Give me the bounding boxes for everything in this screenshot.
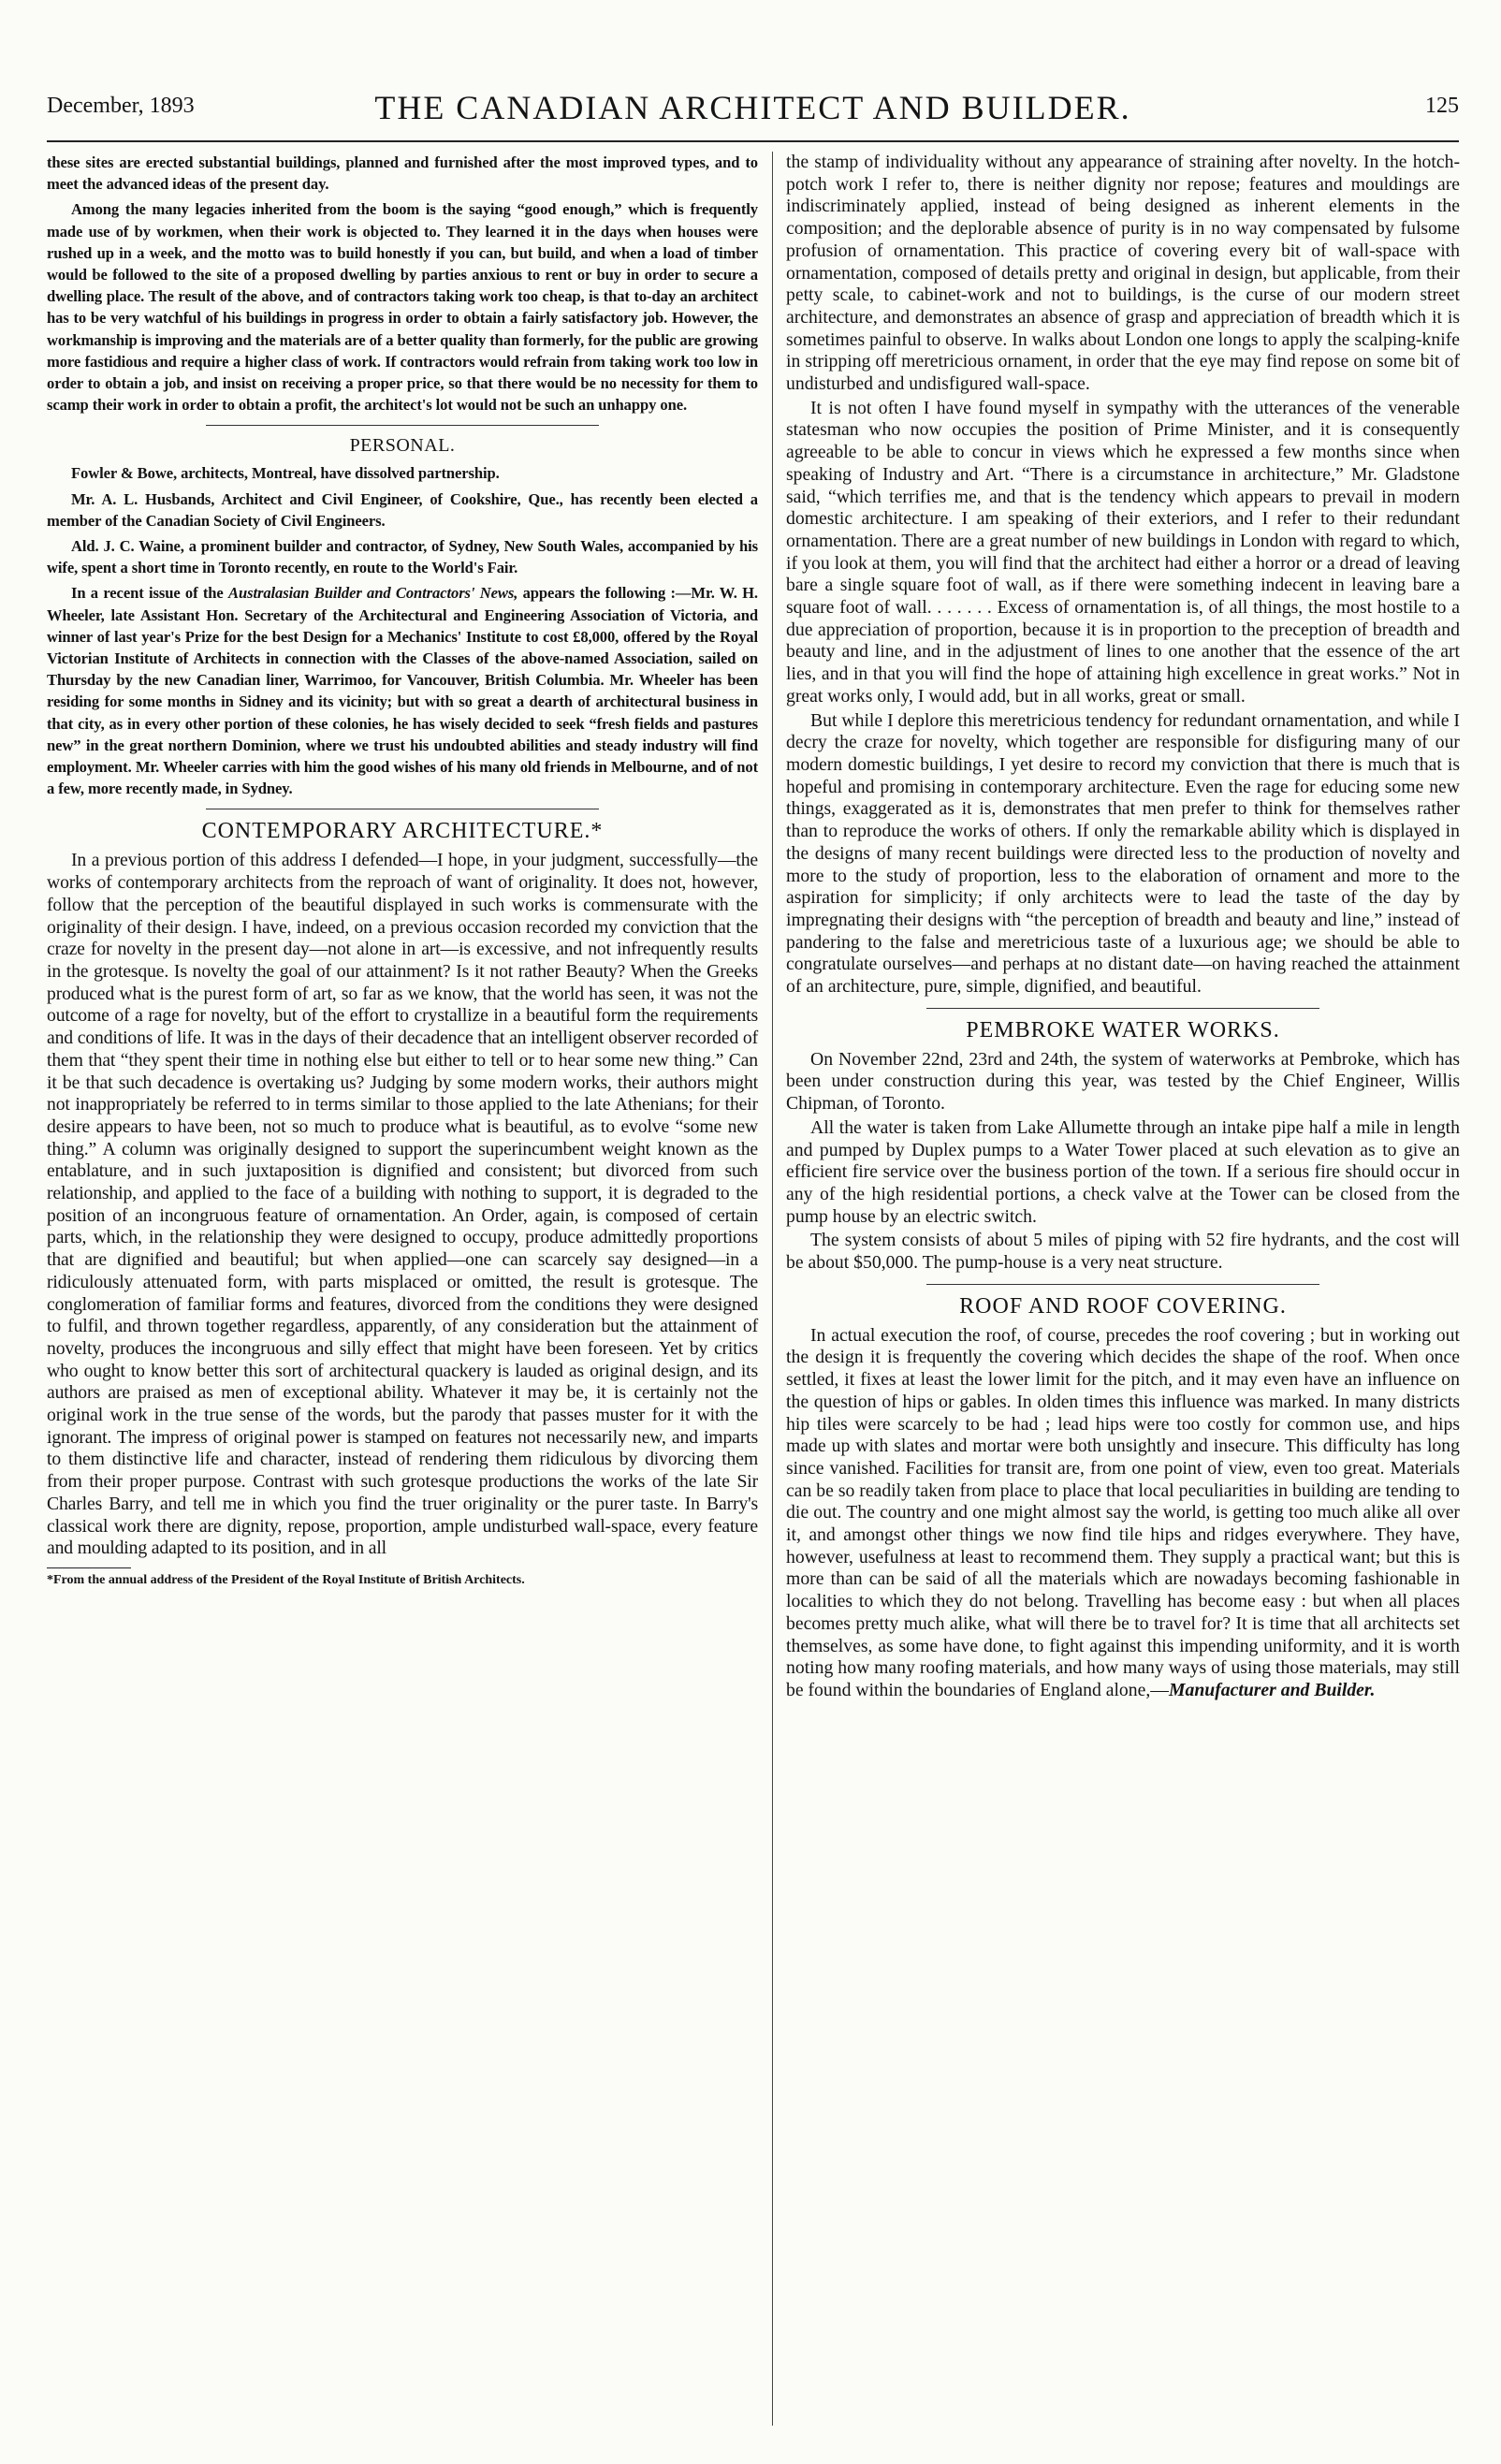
header-rule [47,140,1459,142]
contemporary-continued-paragraph: It is not often I have found myself in sympathy with the utterances of the venerable statesman who now occupies the position of Prime Minister, and it is consequently agreeable to be able to concur in views which he expressed a few months since when speaking of Industry and Art. “There is a circumstance in architecture,” Mr. Gladstone said, “which terrifies me, and that is the tendency which appears to prevail in modern domestic architecture. I am speaking of their exteriors, and I refer to their redundant ornamentation. There are a great number of new buildings in London with regard to which, if you look at them, you will find that the architect had either a horror or a dread of leaving bare a single square foot of wall, as if there were something indecent in leaving bare a square foot of wall. . . . . . . Excess of ornamentation is, of all things, the most hostile to a due appreciation of proportion, because it is in proportion to the preception of breadth and beauty and line, and in the adjustment of lines to one another that the essence of the art lies, and in that you will find the hope of attaining high excellence in great works.” Not in great works only, I would add, but in all works, great or small. [786,397,1460,707]
section-separator [926,1284,1319,1285]
intro-paragraph-2: Among the many legacies inherited from the boom is the saying “good enough,” which is frequently made use of by workmen, when their work is objected to. They learned it in the days when houses were rushed up in a week, and the motto was to build honestly if you can, but build, and when a load of timber would be followed to the site of a proposed dwelling by parties anxious to rent or buy in order to secure a dwelling place. The result of the above, and of contractors taking work too cheap, is that to-day an architect has to be very watchful of his buildings in progress in order to obtain a fairly satisfactory job. However, the workmanship is improving and the materials are of a better quality than formerly, for the public are growing more fastidious and require a higher class of work. If contractors would refrain from taking work too low in order to obtain a job, and insist on receiving a proper price, so that there would be no necessity for them to scamp their work in order to obtain a profit, the architect's lot would not be such an unhappy one. [47,200,758,415]
journal-title: Australasian Builder and Contractors' News, [228,584,518,603]
pembroke-paragraph: All the water is taken from Lake Allumette through an intake pipe half a mile in length and pumped by Duplex pumps to a Water Tower placed at such elevation as to give an efficient fire service over the business portion of the town. If a serious fire should occur in any of the high residential portions, a check valve at the Tower can be closed from the pump house by an electric switch. [786,1116,1460,1227]
page-number: 125 [1425,94,1459,118]
page-header [47,89,1459,135]
personal-heading: PERSONAL. [349,435,456,457]
section-separator [926,1008,1319,1009]
personal-paragraph: Fowler & Bowe, architects, Montreal, have dissolved partnership. [71,464,500,483]
roof-paragraph [786,1325,1460,1702]
publication-title: THE CANADIAN ARCHITECT AND BUILDER. [374,89,1131,126]
footnote: *From the annual address of the President of the Royal Institute of British Architects. [47,1572,525,1587]
wheeler-body: appears the following :—Mr. W. H. Wheeler, late Assistant Hon. Secretary of the Architectural and Engineering Association of Victoria, and winner of last year's Prize for the best Design for a Mechanics' Institute to cost £8,000, offered by the Royal Victorian Institute of Architects in connection with the Classes of the above-named Association, sailed on Thursday by the new Canadian liner, Warrimoo, for Vancouver, British Columbia. Mr. Wheeler has been residing for some months in Sidney and its vicinity; but with so great a dearth of architectural business in that city, as in every other portion of these colonies, he has wisely decided to seek “fresh fields and pastures new” in the great northern Dominion, where we trust his undoubted abilities and steady industry will find employment. Mr. Wheeler carries with him the good wishes of his many old friends in Melbourne, and of not a few, more recently made, in Sydney. [47,584,758,798]
pembroke-paragraph: On November 22nd, 23rd and 24th, the system of waterworks at Pembroke, which has been under construction during this year, was tested by the Chief Engineer, Willis Chipman, of Toronto. [786,1048,1460,1115]
roof-heading: ROOF AND ROOF COVERING. [959,1293,1287,1319]
contemporary-continued [786,152,1460,999]
pembroke-section [786,1049,1460,1275]
contemporary-heading: CONTEMPORARY ARCHITECTURE.* [201,819,604,844]
contemporary-continued-paragraph: But while I deplore this meretricious tendency for redundant ornamentation, and while I decry the craze for novelty, which together are responsible for disfiguring many of our modern domestic buildings, I yet desire to record my conviction that there is much that is hopeful and promising in contemporary architecture. Even the rage for educing some new things, exaggerated as it is, demonstrates that men prefer to think for themselves rather than to reproduce the works of others. If only the remarkable ability which is displayed in the designs of many recent buildings were directed less to the production of novelty and more to the study of proportion, less to the elaboration of ornament and more to the aspiration for simplicity; if only architects were to lead the taste of the day by impregnating their designs with “the perception of breadth and beauty and line,” instead of pandering to the false and meretricious taste of a luxurious age; we should be able to congratulate ourselves—and perhaps at no distant date—on having reached the attainment of an architecture, pure, simple, dignified, and beautiful. [786,709,1460,998]
contemporary-paragraph: In a previous portion of this address I defended—I hope, in your judgment, successfully—the works of contemporary architects from the reproach of want of originality. It does not, however, follow that the perception of the beautiful displayed in such works is commensurate with the originality of their design. I have, indeed, on a previous occasion recorded my conviction that the craze for novelty in the present day—not alone in art—is excessive, and not infrequently results in the grotesque. Is novelty the goal of our attainment? Is it not rather Beauty? When the Greeks produced what is the purest form of art, so far as we know, that the world has seen, it was not the outcome of a rage for novelty, but of the effort to crystallize in a beautiful form the requirements and conditions of life. It was in the days of their decadence that an intelligent observer recorded of them that “they spent their time in nothing else but either to tell or to hear some new thing.” Can it be that such decadence is overtaking us? Judging by some modern works, their authors might not inappropriately be referred to in terms similar to those applied to the late Athenians; for their desire appears to have been, not so much to produce what is beautiful, as to evolve “some new thing.” A column was originally designed to support the superincumbent weight known as the entablature, and in such juxtaposition is dignified and consistent; but divorced from such relationship, and applied to the face of a building with nothing to support, it is degraded to the position of an incongruous feature of ornamentation. An Order, again, is composed of certain parts, which, in the relationship they were designed to occupy, produce admittedly proportions that are dignified and beautiful; but when applied—one can scarcely say designed—in a ridiculously attenuated form, with parts misplaced or omitted, the result is grotesque. The conglomeration of familiar forms and features, divorced from the conditions they were designed to fulfil, and thrown together regardless, apparently, of any consideration but the attainment of novelty, produces the incongruous and silly effect that might have been foreseen. Yet by critics who ought to know better this sort of architectural quackery is lauded as original design, and its authors are praised as men of exceptional ability. Whatever it may be, it is certainly not the original work in the true sense of the words, but the parody that passes muster for it with the ignorant. The impress of original power is stamped on features not necessarily new, and imparts to them distinctive life and character, instead of rendering them ridiculous by divorcing them from their proper purpose. Contrast with such grotesque productions the works of the late Sir Charles Barry, and tell me in which you find the truer originality or the purer taste. In Barry's classical work there are dignity, repose, proportion, ample undisturbed wall-space, every feature and moulding adapted to its position, and in all [47,850,758,1559]
intro-paragraph-1: these sites are erected substantial buildings, planned and furnished after the most improved types, and to meet the advanced ideas of the present day. [47,153,758,194]
personal-section [47,462,758,799]
personal-paragraph: Ald. J. C. Waine, a prominent builder and contractor, of Sydney, New South Wales, accompanied by his wife, spent a short time in Toronto recently, en route to the World's Fair. [47,537,758,577]
footnote-rule [47,1567,131,1568]
pembroke-paragraph: The system consists of about 5 miles of piping with 52 fire hydrants, and the cost will be about $50,000. The pump-house is a very neat structure. [786,1230,1460,1274]
pembroke-heading: PEMBROKE WATER WORKS. [966,1017,1280,1042]
roof-section [786,1325,1460,1702]
wheeler-intro: In a recent issue of the [71,584,224,603]
right-column [786,152,1460,1704]
contemporary-continued-paragraph: the stamp of individuality without any appearance of straining after novelty. In the hotch-potch work I refer to, there is neither dignity nor repose; features and mouldings are indiscriminately applied, instead of being designed as inherent elements in the composition; and the deplorable absence of purity is in no way compensated by fulsome profusion of ornamentation. This practice of covering every bit of wall-space with ornamentation, composed of details pretty and original in design, but applicable, from their petty scale, to cabinet-work and not to buildings, is the curse of our modern street architecture, and demonstrates an absence of grasp and appreciation of breadth which it is sometimes painful to observe. In walks about London one longs to apply the scalping-knife in stripping off meretricious ornament, in order that the eye may find repose on some bit of undisturbed and undisfigured wall-space. [786,152,1460,395]
issue-date: December, 1893 [47,94,195,118]
wheeler-paragraph [47,582,758,799]
personal-paragraph: Mr. A. L. Husbands, Architect and Civil Engineer, of Cookshire, Que., has recently been elected a member of the Canadian Society of Civil Engineers. [47,489,758,530]
roof-body: In actual execution the roof, of course, precedes the roof covering ; but in working out the design it is frequently the covering which decides the shape of the roof. When once settled, it fixes at least the lower limit for the pitch, and it may even have an influence on the question of hips or gables. In olden times this influence was marked. In many districts hip tiles were scarcely to be had ; lead hips were too costly for common use, and hips made up with slates and mortar were both unsightly and insecure. This difficulty has long since vanished. Facilities for transit are, from one point of view, even too great. Materials can be so readily taken from place to place that local peculiarities in building are tending to die out. The country and one might almost say the world, is getting too much alike all over it, and amongst other things we now find tile hips and ridges everywhere. They have, however, usefulness at least to recommend them. They supply a practical want; but this is more than can be said of all the materials which are nowadays becoming fashionable in localities to which they do not belong. Travelling has become easy : but when all places becomes pretty much alike, what will there be to travel for? It is time that all architects set themselves, as some have done, to fight against this impending uniformity, and it is worth noting how many roofing materials, and how many ways of using those materials, may still be found within the boundaries of England alone,— [786,1324,1460,1700]
intro-section [47,152,758,416]
left-column [47,152,758,1589]
column-divider [772,152,773,2426]
section-separator [206,425,599,426]
roof-source: Manufacturer and Builder. [1168,1680,1376,1700]
contemporary-section [47,850,758,1560]
